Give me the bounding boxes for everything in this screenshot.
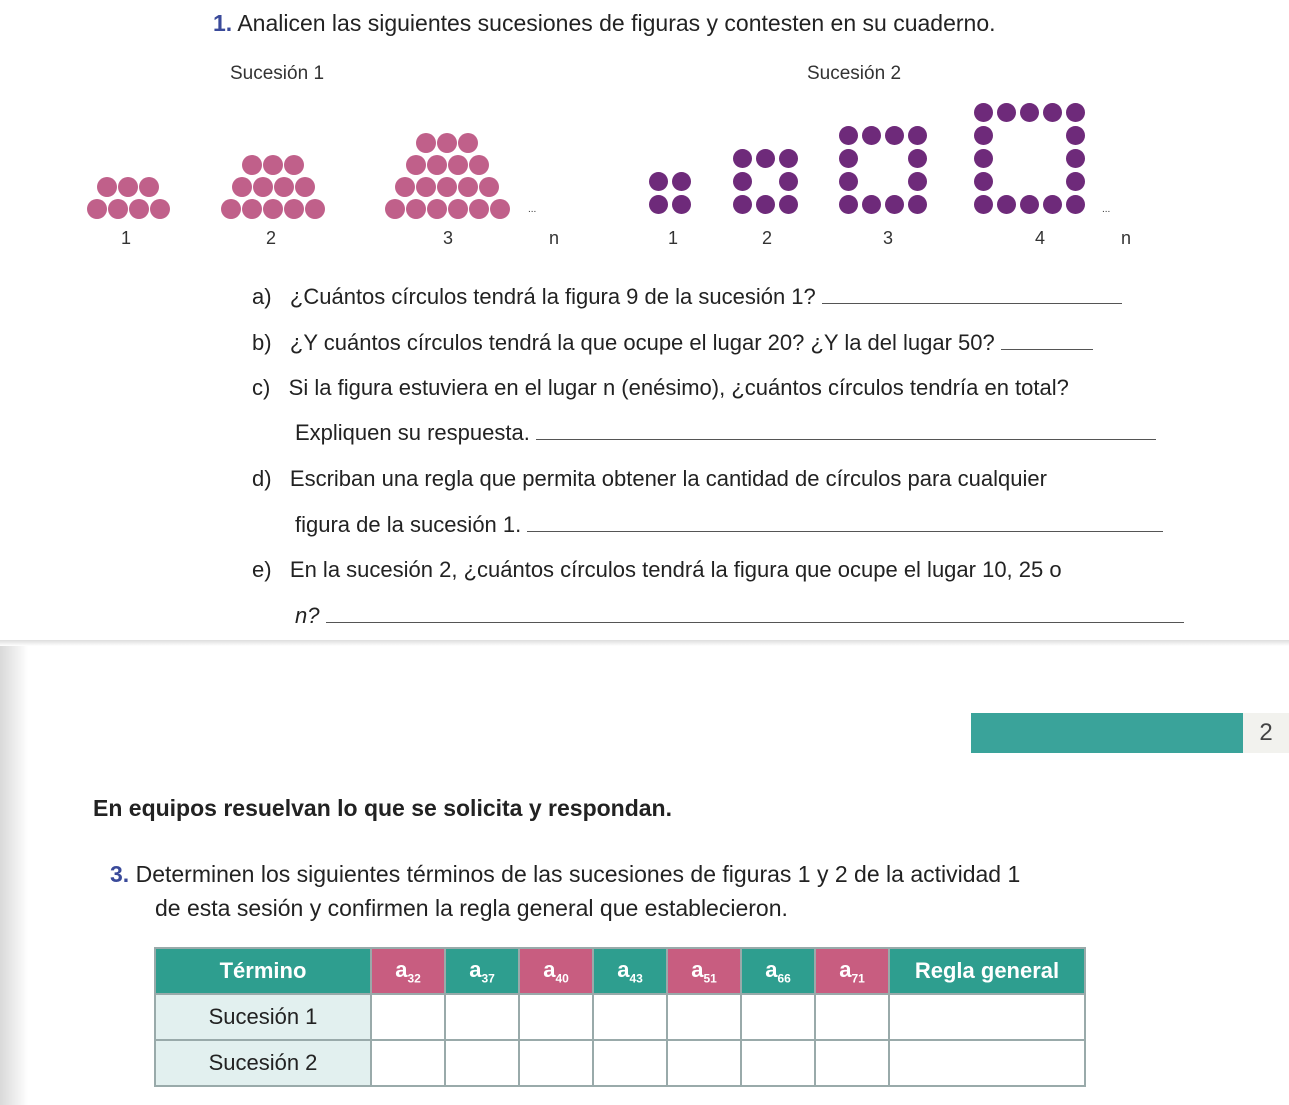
table-cell[interactable]	[445, 994, 519, 1040]
seq2-label-1: 1	[668, 228, 679, 248]
term-index: 71	[851, 971, 865, 986]
seq1-figure-3-dot	[427, 155, 447, 175]
seq1-label-2: 2	[266, 228, 277, 248]
seq1-figure-3-dot	[458, 133, 478, 153]
term-a43	[593, 948, 667, 994]
term-index: 32	[407, 971, 421, 986]
sequence-1-title: Sucesión 1	[230, 63, 325, 84]
seq2-figure-4-dot	[974, 126, 993, 145]
question-text: En la sucesión 2, ¿cuántos círculos tendrá la figura que ocupe el lugar 10, 25 o	[289, 557, 1062, 582]
term-index: 51	[703, 971, 717, 986]
term-letter: a	[691, 956, 704, 982]
term-letter: a	[469, 956, 482, 982]
question-text: Expliquen su respuesta.	[295, 420, 530, 445]
seq1-figure-1-dot	[87, 199, 107, 219]
section-bar	[971, 713, 1243, 753]
activity-number: 1.	[213, 10, 233, 36]
activity-3-line-2: de esta sesión y confirmen la regla general que establecieron.	[155, 895, 788, 921]
seq2-figure-3-dot	[862, 195, 881, 214]
table-cell[interactable]	[741, 1040, 815, 1086]
seq1-figure-2-dot	[295, 177, 315, 197]
table-cell[interactable]	[593, 994, 667, 1040]
table-header-row	[155, 948, 1085, 994]
seq1-figure-3-dot	[490, 199, 510, 219]
seq2-label-3: 3	[883, 228, 894, 248]
seq1-figure-3-dot	[416, 177, 436, 197]
question-e-line-2	[295, 603, 1184, 629]
seq2-figure-3-dot	[908, 172, 927, 191]
question-text: ¿Y cuántos círculos tendrá la que ocupe el lugar 20? ¿Y la del lugar 50?	[289, 330, 995, 355]
seq1-figure-2-dot	[221, 199, 241, 219]
seq1-figure-3-dot	[437, 133, 457, 153]
seq2-label-n: n	[1121, 228, 1132, 248]
seq1-figure-1-dot	[139, 177, 159, 197]
seq1-figure-1-dot	[108, 199, 128, 219]
table-cell[interactable]	[371, 1040, 445, 1086]
seq1-figure-2-dot	[263, 199, 283, 219]
seq2-figure-3-dot	[885, 195, 904, 214]
seq1-figure-3-dot	[469, 155, 489, 175]
seq2-figure-4-dot	[1020, 103, 1039, 122]
seq2-figure-4-dot	[974, 149, 993, 168]
seq2-figure-2-dot	[756, 195, 775, 214]
answer-line[interactable]	[1001, 331, 1093, 350]
seq1-figure-3-dot	[406, 155, 426, 175]
seq2-figure-3-dot	[839, 149, 858, 168]
question-letter: b)	[252, 330, 272, 355]
question-text: ¿Cuántos círculos tendrá la figura 9 de la sucesión 1?	[289, 284, 816, 309]
seq1-figure-3-dot	[479, 177, 499, 197]
seq1-figure-1-dot	[97, 177, 117, 197]
question-c	[252, 375, 1069, 401]
teams-instruction: En equipos resuelvan lo que se solicita y respondan.	[93, 795, 672, 821]
seq2-figure-2-dot	[733, 172, 752, 191]
seq1-label-3: 3	[443, 228, 454, 248]
row-label: Sucesión 1	[155, 994, 371, 1040]
term-letter: a	[617, 956, 630, 982]
seq2-figure-4-dot	[974, 103, 993, 122]
section-number: 2	[1243, 713, 1289, 753]
seq2-ellipsis: ...	[1102, 204, 1111, 215]
seq1-figure-2-dot	[274, 177, 294, 197]
seq1-figure-2-dot	[242, 199, 262, 219]
page-break	[0, 640, 1289, 646]
seq2-figure-4-dot	[974, 172, 993, 191]
seq2-figure-4-dot	[997, 103, 1016, 122]
seq1-figure-2-dot	[263, 155, 283, 175]
question-letter: e)	[252, 557, 272, 582]
term-a51	[667, 948, 741, 994]
seq1-figure-3-dot	[448, 199, 468, 219]
rule-header: Regla general	[889, 948, 1085, 994]
question-text: n?	[295, 603, 320, 628]
seq2-figure-4-dot	[1066, 126, 1085, 145]
term-a66	[741, 948, 815, 994]
seq2-figure-4-dot	[974, 195, 993, 214]
seq1-figure-3-dot	[406, 199, 426, 219]
term-a71	[815, 948, 889, 994]
seq1-figure-3-dot	[458, 177, 478, 197]
seq2-figure-3-dot	[862, 126, 881, 145]
table-cell[interactable]	[815, 1040, 889, 1086]
question-b	[252, 330, 1093, 356]
seq2-figure-4-dot	[1066, 103, 1085, 122]
seq2-figure-2-dot	[779, 149, 798, 168]
seq1-label-n: n	[549, 228, 560, 248]
page-gutter-shadow	[0, 646, 28, 1105]
question-e	[252, 557, 1062, 583]
seq1-figure-1-dot	[150, 199, 170, 219]
answer-line[interactable]	[527, 513, 1163, 532]
term-a40	[519, 948, 593, 994]
sequence-2-title: Sucesión 2	[807, 63, 902, 84]
seq1-figure-2-dot	[232, 177, 252, 197]
seq2-figure-4-dot	[1066, 195, 1085, 214]
activity-3-instruction	[110, 861, 1020, 888]
term-a32	[371, 948, 445, 994]
question-a	[252, 284, 1122, 310]
seq2-figure-3-dot	[908, 149, 927, 168]
table-cell[interactable]	[667, 1040, 741, 1086]
sequence-figures	[0, 0, 1289, 260]
terms-table	[154, 947, 1086, 1087]
seq2-figure-4-dot	[1020, 195, 1039, 214]
question-text: figura de la sucesión 1.	[295, 512, 522, 537]
seq2-figure-1-dot	[672, 195, 691, 214]
question-text: Si la figura estuviera en el lugar n (enésimo), ¿cuántos círculos tendría en total?	[288, 375, 1069, 400]
seq2-figure-2-dot	[779, 172, 798, 191]
seq1-figure-2-dot	[242, 155, 262, 175]
term-header: Término	[155, 948, 371, 994]
seq2-figure-3-dot	[908, 126, 927, 145]
term-letter: a	[543, 956, 556, 982]
table-cell[interactable]	[741, 994, 815, 1040]
seq1-figure-3-dot	[416, 133, 436, 153]
answer-line[interactable]	[822, 285, 1122, 304]
question-c-line-2	[295, 420, 1156, 446]
table-cell[interactable]	[889, 994, 1085, 1040]
table-cell[interactable]	[519, 1040, 593, 1086]
term-index: 43	[629, 971, 643, 986]
table-row	[155, 1040, 1085, 1086]
seq1-figure-3-dot	[448, 155, 468, 175]
seq2-figure-3-dot	[839, 126, 858, 145]
question-d-line-2	[295, 512, 1163, 538]
question-letter: a)	[252, 284, 272, 309]
seq1-figure-3-dot	[385, 199, 405, 219]
seq2-figure-2-dot	[779, 195, 798, 214]
seq2-figure-1-dot	[649, 195, 668, 214]
instruction-text: Determinen los siguientes términos de las sucesiones de figuras 1 y 2 de la actividad 1	[135, 861, 1021, 887]
question-text: Escriban una regla que permita obtener la cantidad de círculos para cualquier	[289, 466, 1047, 491]
seq2-figure-3-dot	[839, 172, 858, 191]
term-a37	[445, 948, 519, 994]
table-cell[interactable]	[815, 994, 889, 1040]
seq1-figure-2-dot	[253, 177, 273, 197]
question-letter: d)	[252, 466, 272, 491]
seq1-figure-2-dot	[305, 199, 325, 219]
instruction-text: Analicen las siguientes sucesiones de figuras y contesten en su cuaderno.	[237, 10, 996, 36]
table-cell[interactable]	[445, 1040, 519, 1086]
seq1-figure-3-dot	[437, 177, 457, 197]
activity-number: 3.	[110, 861, 130, 887]
term-letter: a	[839, 956, 852, 982]
seq2-figure-4-dot	[997, 195, 1016, 214]
question-letter: c)	[252, 375, 271, 400]
seq2-label-4: 4	[1035, 228, 1046, 248]
seq1-figure-1-dot	[129, 199, 149, 219]
seq2-figure-4-dot	[1066, 149, 1085, 168]
seq1-figure-3-dot	[395, 177, 415, 197]
seq2-figure-2-dot	[756, 149, 775, 168]
term-letter: a	[765, 956, 778, 982]
table-cell[interactable]	[519, 994, 593, 1040]
table-row	[155, 994, 1085, 1040]
seq1-figure-2-dot	[284, 155, 304, 175]
term-index: 40	[555, 971, 569, 986]
seq1-figure-3-dot	[469, 199, 489, 219]
seq2-figure-1-dot	[649, 172, 668, 191]
seq1-figure-1-dot	[118, 177, 138, 197]
seq1-label-1: 1	[121, 228, 132, 248]
term-letter: a	[395, 956, 408, 982]
seq1-figure-2-dot	[284, 199, 304, 219]
seq1-ellipsis: ...	[528, 204, 537, 215]
seq2-label-2: 2	[762, 228, 773, 248]
term-index: 37	[481, 971, 495, 986]
table-cell[interactable]	[889, 1040, 1085, 1086]
answer-line[interactable]	[536, 421, 1156, 440]
seq2-figure-2-dot	[733, 149, 752, 168]
seq2-figure-4-dot	[1043, 195, 1062, 214]
seq2-figure-2-dot	[733, 195, 752, 214]
seq2-figure-4-dot	[1043, 103, 1062, 122]
question-d	[252, 466, 1047, 492]
table-cell[interactable]	[667, 994, 741, 1040]
table-cell[interactable]	[593, 1040, 667, 1086]
table-cell[interactable]	[371, 994, 445, 1040]
term-index: 66	[777, 971, 791, 986]
seq2-figure-3-dot	[885, 126, 904, 145]
row-label: Sucesión 2	[155, 1040, 371, 1086]
seq2-figure-1-dot	[672, 172, 691, 191]
seq2-figure-3-dot	[908, 195, 927, 214]
seq1-figure-3-dot	[427, 199, 447, 219]
seq2-figure-3-dot	[839, 195, 858, 214]
seq2-figure-4-dot	[1066, 172, 1085, 191]
answer-line[interactable]	[326, 604, 1184, 623]
